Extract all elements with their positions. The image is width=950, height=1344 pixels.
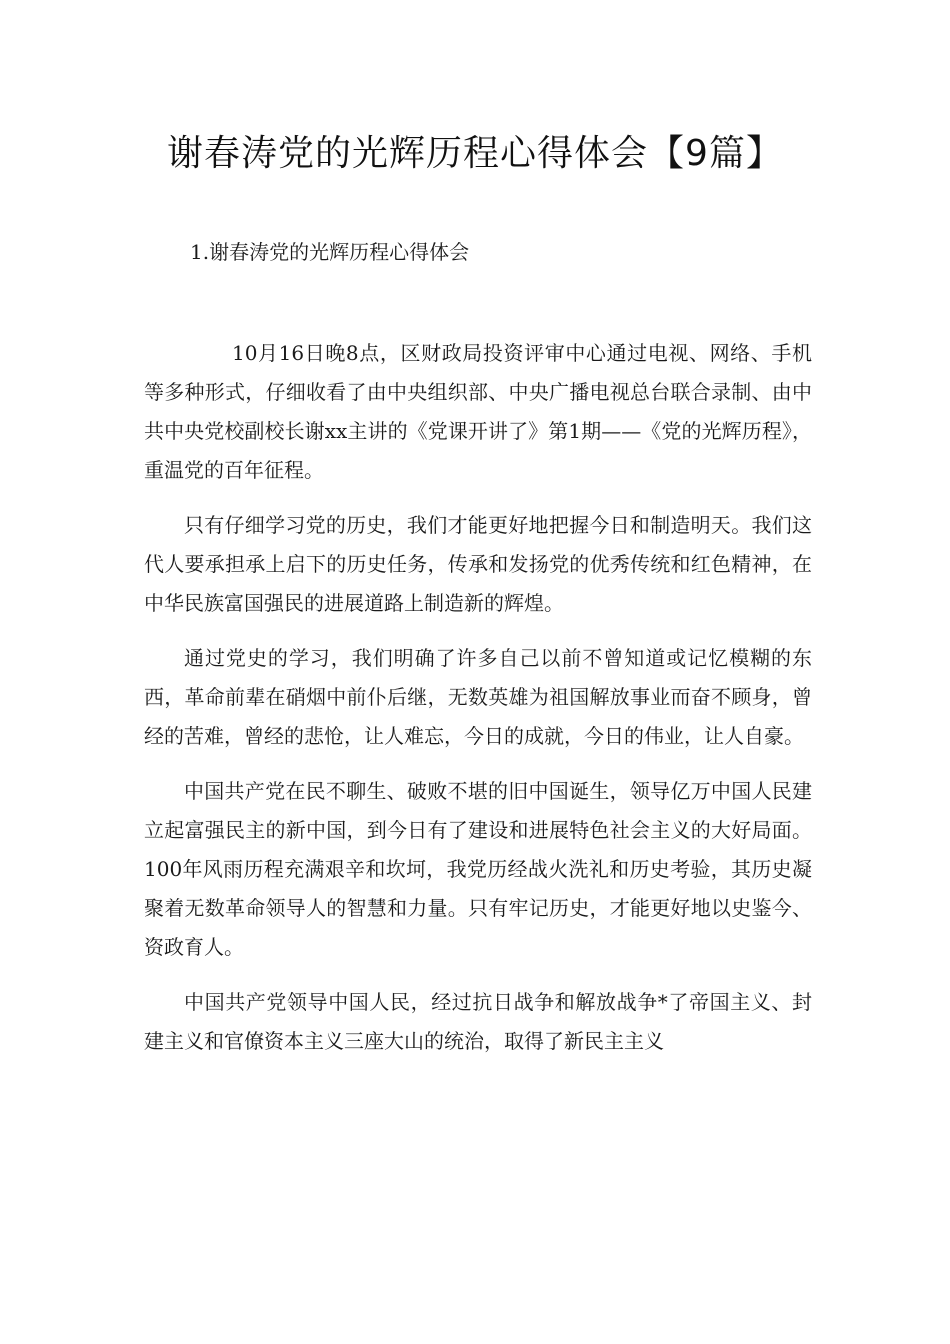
paragraph-5: 中国共产党领导中国人民，经过抗日战争和解放战争*了帝国主义、封建主义和官僚资本主义三座大山的统治，取得了新民主主义: [144, 990, 812, 1053]
paragraph-1: 10月16日晚8点，区财政局投资评审中心通过电视、网络、手机等多种形式，仔细收看了由中央组织部、中央广播电视总台联合录制、由中共中央党校副校长谢xx主讲的《党课开讲了》第1期——《党的光辉历程》，重温党的百年征程。: [144, 341, 812, 482]
document-body: [144, 334, 812, 1061]
paragraph-2: 只有仔细学习党的历史，我们才能更好地把握今日和制造明天。我们这代人要承担承上启下的历史任务，传承和发扬党的优秀传统和红色精神，在中华民族富国强民的进展道路上制造新的辉煌。: [144, 513, 812, 615]
section-heading: 1.谢春涛党的光辉历程心得体会: [190, 240, 470, 264]
paragraph-3: 通过党史的学习，我们明确了许多自己以前不曾知道或记忆模糊的东西，革命前辈在硝烟中前仆后继，无数英雄为祖国解放事业而奋不顾身，曾经的苦难，曾经的悲怆，让人难忘，今日的成就，今日的伟业，让人自豪。: [144, 646, 812, 748]
document-title: 谢春涛党的光辉历程心得体会【9篇】: [167, 133, 783, 174]
paragraph-4: 中国共产党在民不聊生、破败不堪的旧中国诞生，领导亿万中国人民建立起富强民主的新中国，到今日有了建设和进展特色社会主义的大好局面。100年风雨历程充满艰辛和坎坷，我党历经战火洗礼和历史考验，其历史凝聚着无数革命领导人的智慧和力量。只有牢记历史，才能更好地以史鉴今、资政育人。: [144, 779, 812, 959]
